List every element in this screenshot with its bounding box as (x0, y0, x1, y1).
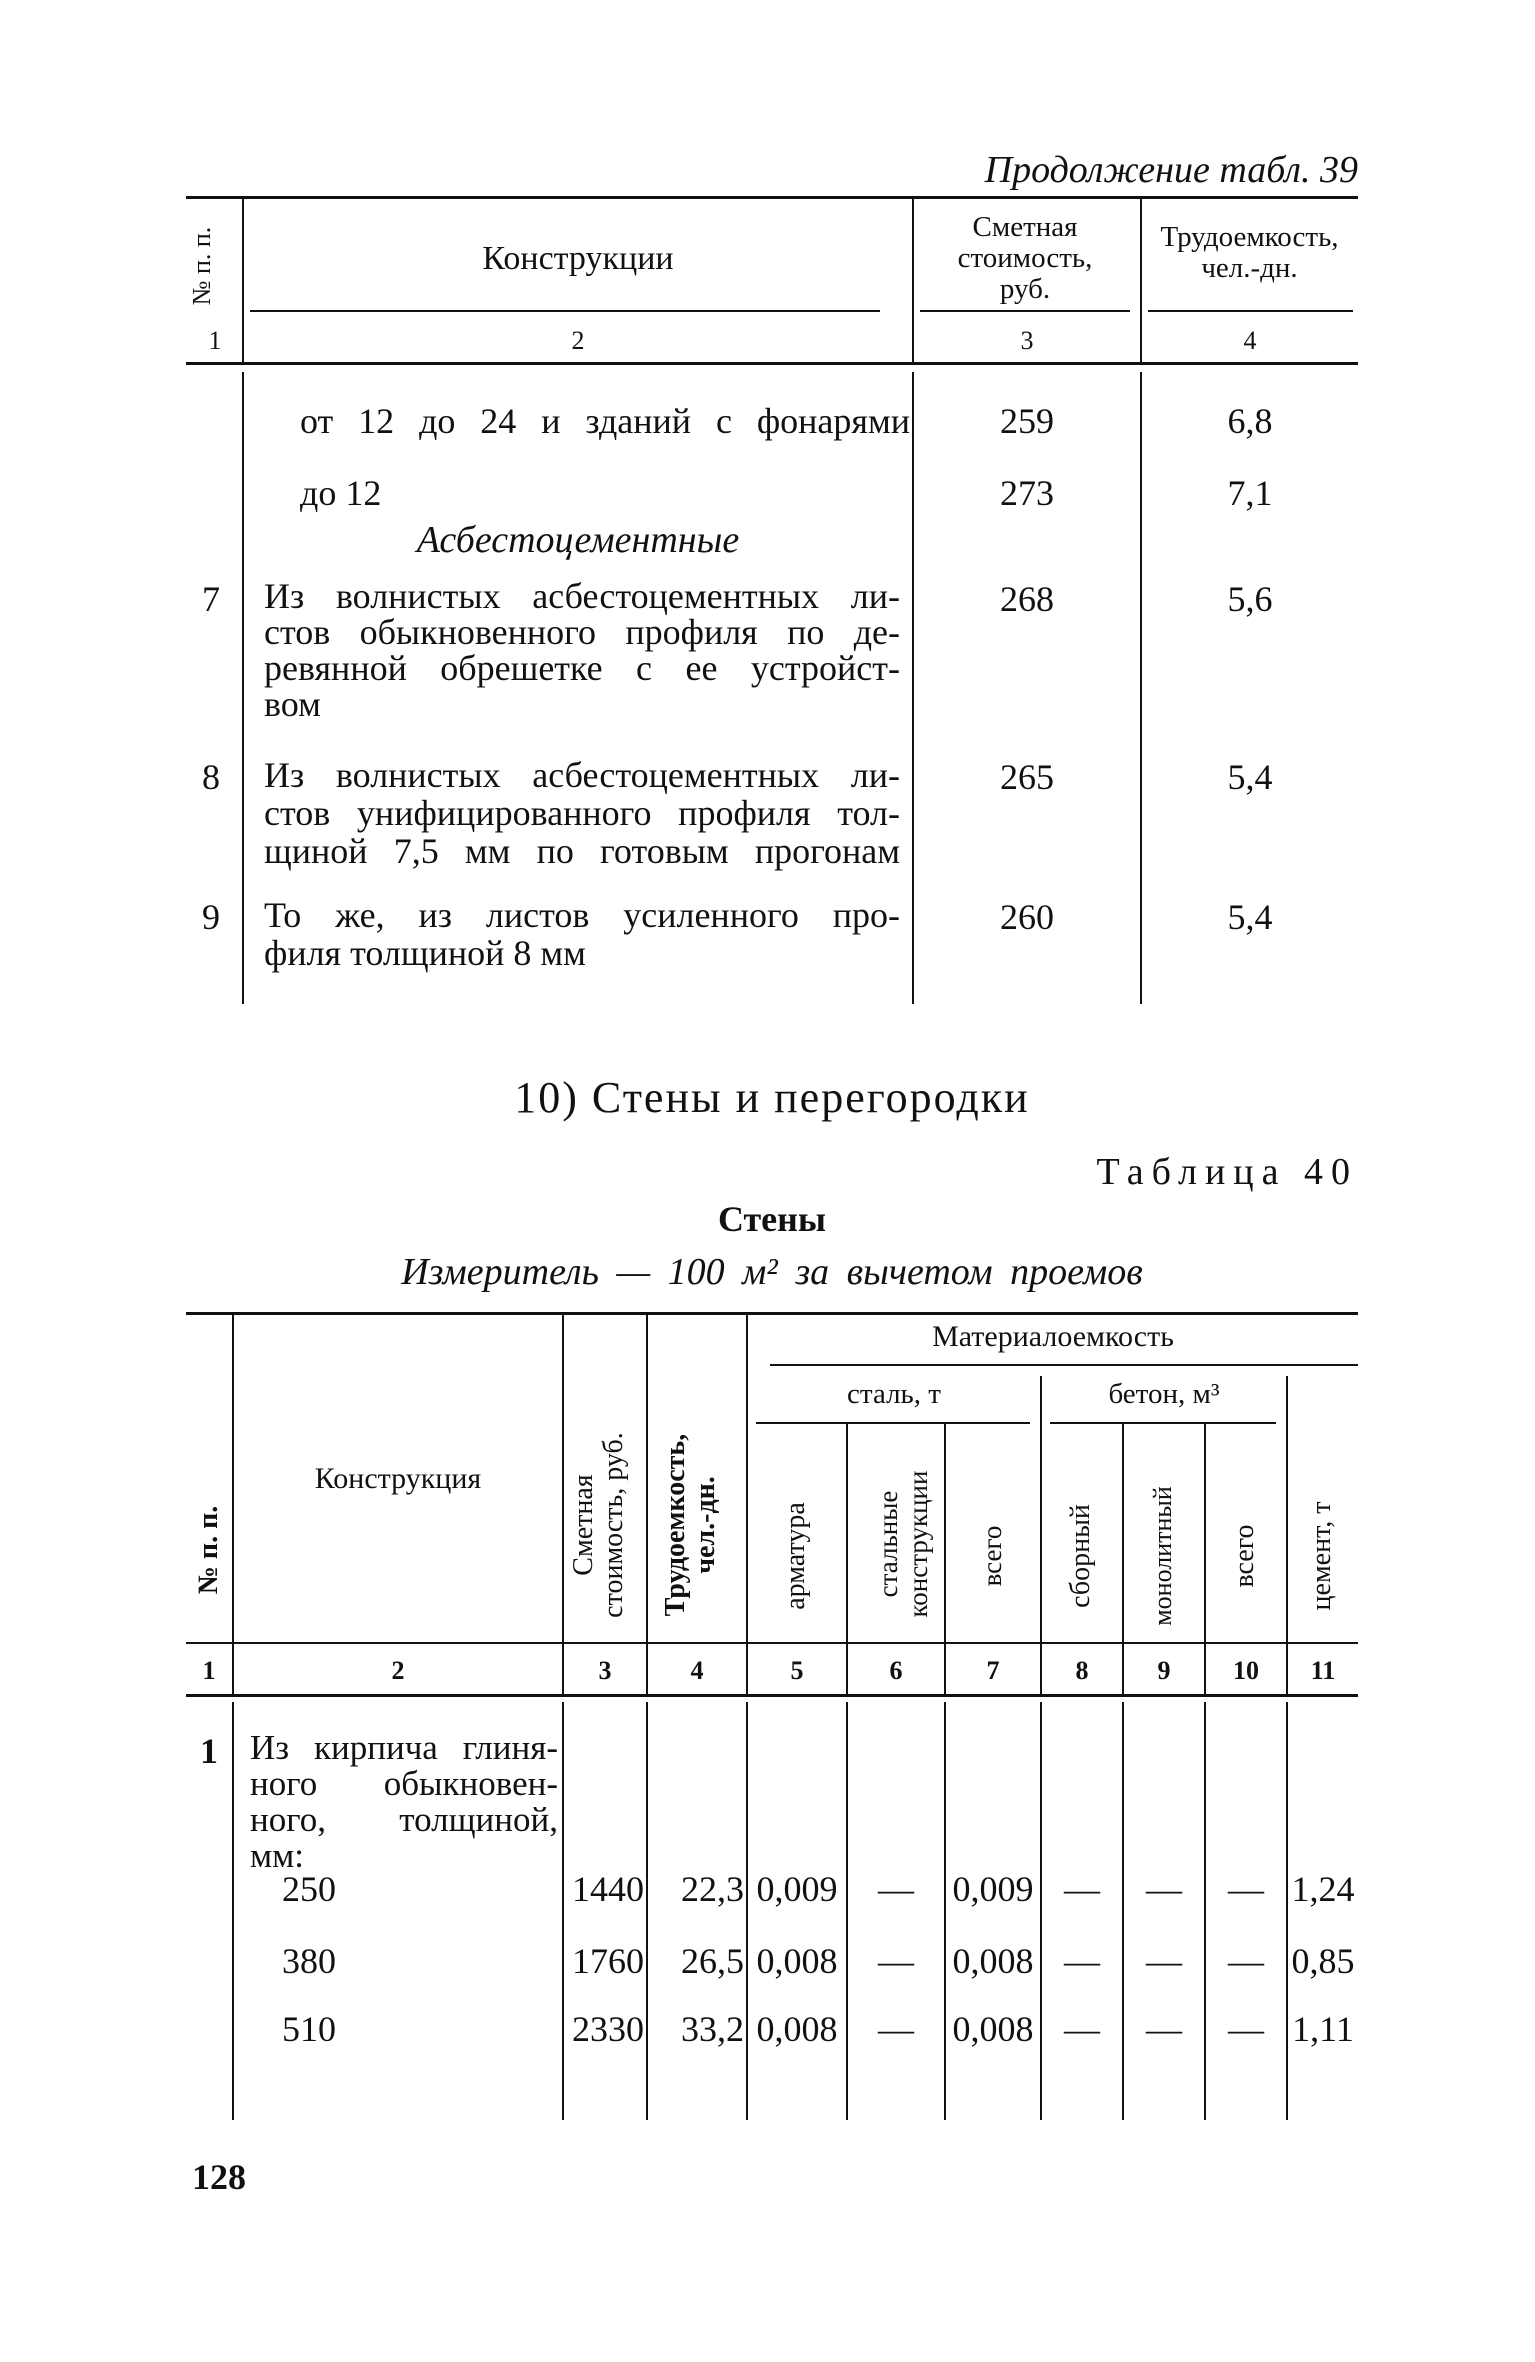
t40-head-monolithic: монолитный (1148, 1486, 1177, 1626)
t40-cell: 0,008 (952, 1941, 1034, 1981)
t40-head-num: № п. п. (193, 1505, 224, 1595)
t40-text-line: мм: (250, 1836, 305, 1875)
t39-head-cost: Сметная стоимость, руб. (957, 211, 1093, 305)
t39-text-line: ревянной обрешетке с ее устройст- (264, 648, 900, 688)
t39-colnum-4: 4 (1243, 326, 1257, 355)
t40-colnum-9: 9 (1157, 1656, 1171, 1685)
t40-cell: — (1228, 2009, 1264, 2049)
t39-row-labor: 5,6 (1227, 579, 1273, 619)
t39-colnum-1: 1 (208, 326, 222, 355)
t40-cell: 1,24 (1291, 1869, 1355, 1909)
t40-colnum-10: 10 (1233, 1656, 1259, 1685)
t40-cell: — (1228, 1941, 1264, 1981)
t39-row-text: от 12 до 24 и зданий с фонарями (300, 401, 910, 441)
t40-colnum-2: 2 (391, 1656, 405, 1685)
t39-row-text: до 12 (300, 473, 382, 513)
t40-cell: 1440 (572, 1869, 644, 1909)
t39-row-num: 9 (202, 897, 220, 937)
t40-head-material: Материалоемкость (932, 1320, 1174, 1353)
t40-cell: — (1146, 1869, 1182, 1909)
t39-row-num: 8 (202, 757, 220, 797)
t39-row-labor: 6,8 (1227, 401, 1273, 441)
t40-colnum-7: 7 (986, 1656, 1000, 1685)
t40-cell: 0,009 (756, 1869, 838, 1909)
table-label: Таблица 40 (1096, 1151, 1358, 1193)
t40-head-cost: Сметная стоимость, руб. (568, 1432, 629, 1618)
t39-text-line: стов обыкновенного профиля по де- (264, 612, 900, 652)
t39-text-line: Из волнистых асбестоцементных ли- (264, 576, 900, 616)
t40-head-steel-struct: стальные конструкции (873, 1470, 933, 1618)
t39-row-text-block (264, 578, 900, 722)
t40-cell: 0,008 (756, 1941, 838, 1981)
t39-text-line: щиной 7,5 мм по готовым прогонам (264, 831, 900, 871)
t39-row-num: 7 (202, 579, 220, 619)
t39-row-cost: 273 (1000, 473, 1054, 513)
t40-cell: 0,009 (952, 1869, 1034, 1909)
t40-cell: 0,008 (756, 2009, 838, 2049)
t40-head-construction: Конструкция (314, 1462, 482, 1495)
t40-cell: — (1064, 2009, 1100, 2049)
t40-cell: 22,3 (681, 1869, 744, 1909)
t39-text-line: Из волнистых асбестоцементных ли- (264, 755, 900, 795)
t40-colnum-6: 6 (889, 1656, 903, 1685)
t39-row-labor: 7,1 (1227, 473, 1273, 513)
continuation-header: Продолжение табл. 39 (984, 149, 1358, 191)
t39-row-labor: 5,4 (1227, 757, 1273, 797)
t39-row-cost: 260 (1000, 897, 1054, 937)
page-number: 128 (192, 2157, 246, 2197)
t40-head-cement: цемент, т (1306, 1501, 1337, 1611)
t40-cell: — (878, 1869, 914, 1909)
t40-cell: — (1146, 2009, 1182, 2049)
t40-head-concrete-total: всего (1229, 1524, 1260, 1588)
t39-header-rule (186, 362, 1358, 365)
t39-row-cost: 265 (1000, 757, 1054, 797)
t40-colnum-1: 1 (202, 1656, 216, 1685)
t40-colnum-5: 5 (790, 1656, 804, 1685)
t40-cell: 1760 (572, 1941, 644, 1981)
t40-cell: 0,008 (952, 2009, 1034, 2049)
t39-row-text-block (264, 756, 900, 870)
t40-cell: — (878, 1941, 914, 1981)
t40-cell: — (1064, 1869, 1100, 1909)
t40-cell: 33,2 (681, 2009, 744, 2049)
t40-colnum-3: 3 (598, 1656, 612, 1685)
t40-head-steel: сталь, т (847, 1378, 941, 1410)
t39-text-line: вом (264, 684, 321, 724)
t39-head-labor: Трудоемкость, чел.-дн. (1160, 221, 1339, 284)
t40-row-num: 1 (200, 1731, 218, 1771)
t39-subheading: Асбестоцементные (416, 519, 740, 561)
t40-row-label: 380 (282, 1941, 336, 1981)
t39-colnum-2: 2 (571, 326, 585, 355)
t40-head-labor: Трудоемкость, чел.-дн. (660, 1433, 721, 1617)
t39-head-num: № п. п. (187, 226, 216, 306)
t40-cell: — (1064, 1941, 1100, 1981)
t39-head-construction: Конструкции (482, 240, 674, 277)
t40-head-concrete: бетон, м³ (1108, 1378, 1220, 1410)
t39-text-line: То же, из листов усиленного про- (264, 895, 900, 935)
t40-cell: 0,85 (1291, 1941, 1355, 1981)
t40-colnum-11: 11 (1310, 1656, 1336, 1685)
t39-row-cost: 268 (1000, 579, 1054, 619)
meter-line: Измеритель — 100 м² за вычетом проемов (401, 1251, 1143, 1293)
t40-header-rule (186, 1694, 1358, 1697)
t40-text-line: Из кирпича глиня- (250, 1728, 558, 1767)
t40-colnum-4: 4 (690, 1656, 704, 1685)
t40-top-rule (186, 1312, 1358, 1315)
t40-colnum-8: 8 (1075, 1656, 1089, 1685)
t39-text-line: стов унифицированного профиля тол- (264, 793, 900, 833)
t40-cell: 1,11 (1292, 2009, 1354, 2049)
t40-row-label: 250 (282, 1869, 336, 1909)
t40-cell: — (1228, 1869, 1264, 1909)
t39-text-line: филя толщиной 8 мм (264, 933, 586, 973)
t39-colnum-3: 3 (1020, 326, 1034, 355)
t40-row-text-block (250, 1730, 558, 1874)
t40-head-steel-total: всего (977, 1525, 1007, 1587)
t39-row-cost: 259 (1000, 401, 1054, 441)
t40-cell: — (878, 2009, 914, 2049)
t40-text-line: ного обыкновен- (250, 1764, 558, 1803)
t40-cell: 2330 (572, 2009, 644, 2049)
t40-cell: — (1146, 1941, 1182, 1981)
table-title: Стены (717, 1199, 827, 1239)
t40-text-line: ного, толщиной, (250, 1800, 558, 1839)
t40-head-rebar: арматура (780, 1502, 811, 1610)
t39-row-labor: 5,4 (1227, 897, 1273, 937)
t39-row-text-block (264, 896, 900, 972)
t39-top-rule (186, 196, 1358, 199)
t40-cell: 26,5 (681, 1941, 744, 1981)
section-title: 10) Стены и перегородки (514, 1073, 1030, 1122)
t40-head-precast: сборный (1065, 1504, 1096, 1608)
t40-row-label: 510 (282, 2009, 336, 2049)
